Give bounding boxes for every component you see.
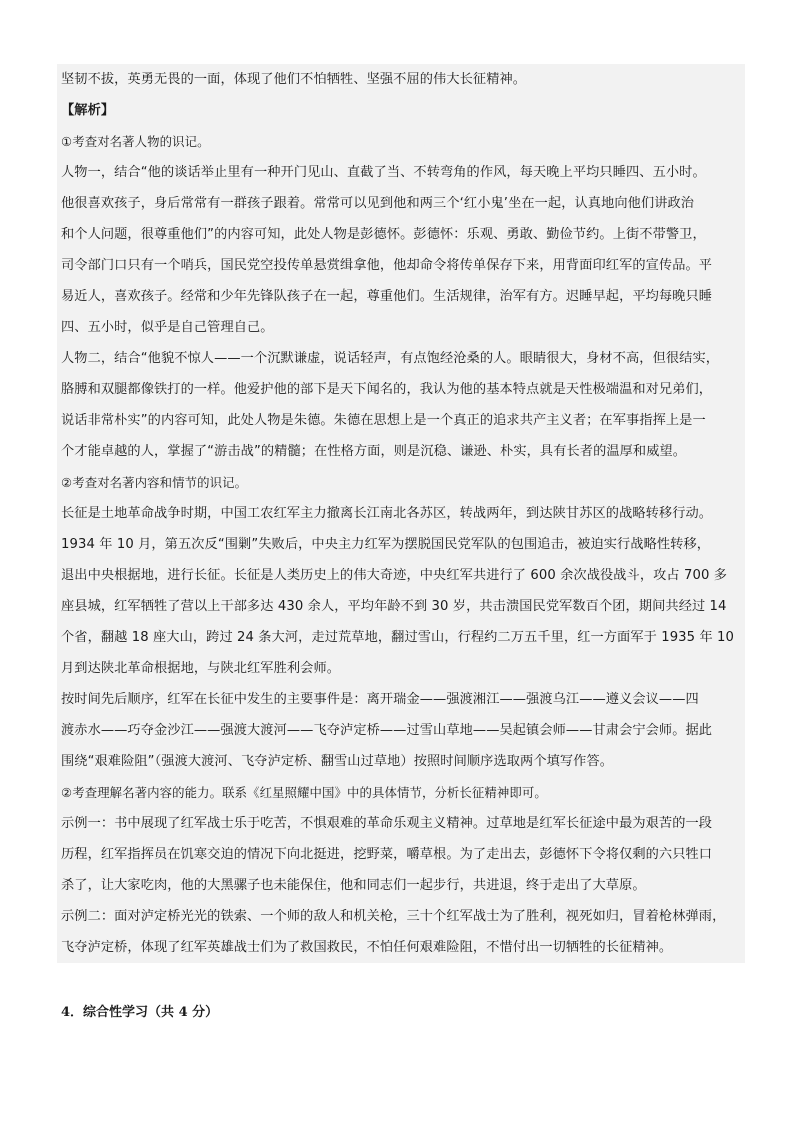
answer-text-line: 四、五小时，似乎是自己管理自己。 [61,320,274,335]
answer-text-line: 易近人，喜欢孩子。经常和少年先锋队孩子在一起，尊重他们。生活规律，治军有方。迟睡早起，平均每晚只睡 [61,289,713,304]
answer-text-line: 人物二，结合“他貌不惊人——一个沉默谦虚，说话轻声，有点饱经沧桑的人。眼睛很大，身材不高，但很结实， [61,351,720,366]
answer-text-line: 杀了，让大家吃肉，他的大黑骡子也未能保住，他和同志们一起步行，共进退，终于走出了大草原。 [61,878,646,893]
answer-text-line: 和个人问题，很尊重他们”的内容可知，此处人物是彭德怀。彭德怀：乐观、勇敢、勤俭节约。上街不带警卫， [61,227,706,242]
answer-text-line: 个省，翻越 18 座大山，跨过 24 条大河，走过荒草地，翻过雪山，行程约二万五千里，红一方面军于 1935 年 10 [61,630,735,645]
answer-text-line: 坚韧不拔，英勇无畏的一面，体现了他们不怕牺牲、坚强不屈的伟大长征精神。 [61,72,527,87]
answer-text-line: 长征是土地革命战争时期，中国工农红军主力撤离长江南北各苏区，转战两年，到达陕甘苏区的战略转移行动。 [61,506,713,521]
answer-text-line: ①考查对名著人物的识记。 [61,134,210,149]
section-heading: 4．综合性学习（共 4 分） [61,1005,219,1020]
answer-text-line: 示例二：面对泸定桥光光的铁索、一个师的敌人和机关枪，三十个红军战士为了胜利，视死如归，冒着枪林弹雨， [61,909,726,924]
answer-text-line: 胳膊和双腿都像铁打的一样。他爱护他的部下是天下闻名的，我认为他的基本特点就是天性极端温和对兄弟们， [61,382,713,397]
answer-text-line: 飞夺泸定桥，体现了红军英雄战士们为了救国救民，不怕任何艰难险阻，不惜付出一切牺牲的长征精神。 [61,940,673,955]
answer-text-line: 渡赤水——巧夺金沙江——强渡大渡河——飞夺泸定桥——过雪山草地——吴起镇会师——甘肃会宁会师。据此 [61,723,713,738]
analysis-label: 【解析】 [61,103,115,118]
answer-text-line: 1934 年 10 月，第五次反“围剿”失败后，中央主力红军为摆脱国民党军队的包围追击，被迫实行战略性转移， [61,537,711,552]
answer-text-line: 说话非常朴实”的内容可知，此处人物是朱德。朱德在思想上是一个真正的追求共产主义者；在军事指挥上是一 [61,413,706,428]
answer-text-line: ②考查对名著内容和情节的识记。 [61,475,248,490]
answer-text-line: 退出中央根据地，进行长征。长征是人类历史上的伟大奇迹，中央红军共进行了 600 余次战役战斗，攻占 700 多 [61,568,728,583]
answer-text-line: 人物一，结合“他的谈话举止里有一种开门见山、直截了当、不转弯角的作风，每天晚上平均只睡四、五小时。 [61,165,706,180]
answer-text-line: 他很喜欢孩子，身后常常有一群孩子跟着。常常可以见到他和两三个‘红小鬼’坐在一起，认真地向他们讲政治 [61,196,695,211]
answer-text-line: 个才能卓越的人，掌握了“游击战”的精髓；在性格方面，则是沉稳、谦逊、朴实，具有长者的温厚和威望。 [61,444,687,459]
answer-text-line: 示例一：书中展现了红军战士乐于吃苦，不惧艰难的革命乐观主义精神。过草地是红军长征途中最为艰苦的一段 [61,816,713,831]
answer-text-line: 围绕“艰难险阻”（强渡大渡河、飞夺泸定桥、翻雪山过草地）按照时间顺序选取两个填写作答。 [61,754,614,769]
answer-analysis-block [57,64,745,963]
answer-text-line: 座县城，红军牺牲了营以上干部多达 430 余人，平均年龄不到 30 岁，共击溃国民党军数百个团，期间共经过 14 [61,599,727,614]
answer-text-line: 历程，红军指挥员在饥寒交迫的情况下向北挺进，挖野菜，嚼草根。为了走出去，彭德怀下令将仅剩的六只牲口 [61,847,713,862]
answer-text-line: ②考查理解名著内容的能力。联系《红星照耀中国》中的具体情节，分析长征精神即可。 [61,785,547,800]
answer-text-line: 月到达陕北革命根据地，与陕北红军胜利会师。 [61,661,341,676]
answer-text-line: 按时间先后顺序，红军在长征中发生的主要事件是：离开瑞金——强渡湘江——强渡乌江——遵义会议——四 [61,692,699,707]
answer-text-line: 司令部门口只有一个哨兵，国民党空投传单悬赏缉拿他，他却命令将传单保存下来，用背面印红军的宣传品。平 [61,258,713,273]
